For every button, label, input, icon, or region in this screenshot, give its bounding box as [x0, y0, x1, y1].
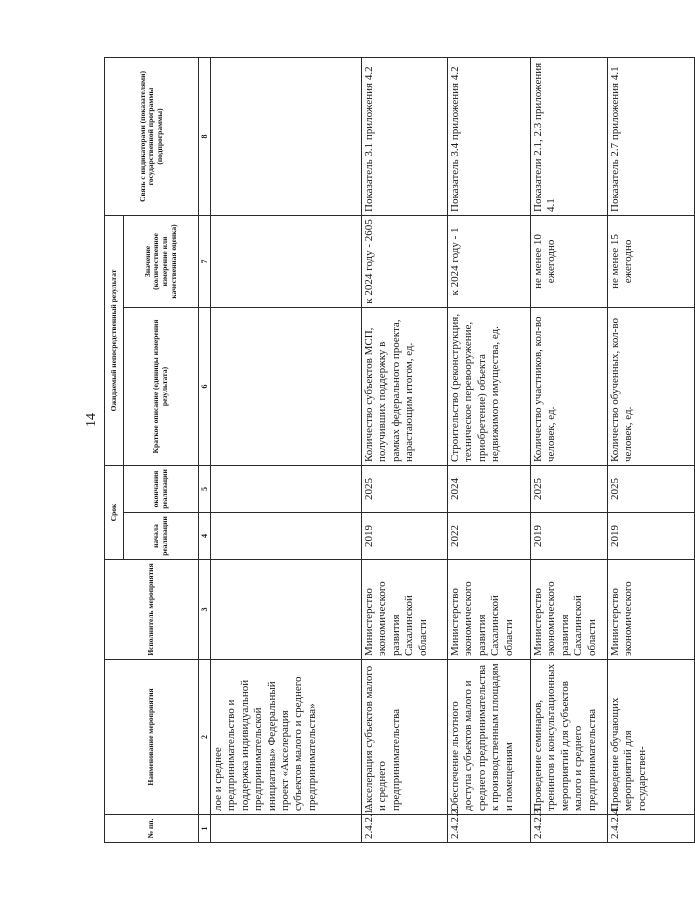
cell-end: 2025	[362, 465, 448, 512]
cell-value: не менее 15 ежегодно	[608, 215, 695, 307]
cell-desc: Количество обученных, кол-во человек, ед.	[608, 307, 695, 465]
cell-link: Показатель 3.4 приложения 4.2	[448, 57, 531, 215]
cell-name: лое и среднее предпринимательство и поддержка индивидуальной предпринимательской инициативы» Федеральный проект «Акселерация субъектов малого и среднего предпринимательства»	[211, 660, 362, 815]
header-end: окончания реализации	[124, 465, 199, 512]
cell-empty	[211, 815, 362, 843]
measures-table	[104, 57, 695, 843]
column-number: 2	[199, 660, 211, 815]
header-start: начала реализации	[124, 513, 199, 560]
column-number: 8	[199, 57, 211, 215]
header-name: Наименование мероприятия	[105, 660, 199, 815]
rotated-table-container	[104, 58, 648, 843]
cell-num: 2.4.2.2.	[448, 815, 531, 843]
cell-num: 2.4.2.3.	[531, 815, 608, 843]
cell-num: 2.4.2.4.	[608, 815, 695, 843]
column-number: 3	[199, 560, 211, 660]
header-expected: Ожидаемый непосредственный результат	[105, 215, 124, 465]
cell-start: 2019	[608, 513, 695, 560]
cell-empty	[211, 465, 362, 512]
cell-start: 2019	[531, 513, 608, 560]
header-num: № пп.	[105, 815, 199, 843]
continuation-row	[211, 57, 362, 842]
header-link: Связь с индикаторами (показателями) государственной программы (подпрограммы)	[105, 57, 199, 215]
cell-empty	[211, 513, 362, 560]
header-value: Значение (количественное измерение или качественная оценка)	[124, 215, 199, 307]
cell-value: не менее 10 ежегодно	[531, 215, 608, 307]
column-number: 6	[199, 307, 211, 465]
table-row	[531, 57, 608, 842]
cell-link: Показатель 3.1 приложения 4.2	[362, 57, 448, 215]
cell-desc: Количество субъектов МСП, получивших поддержку в рамках федерального проекта, нарастающим итогом, ед.	[362, 307, 448, 465]
table-row	[362, 57, 448, 842]
cell-desc: Количество участников, кол-во человек, ед.	[531, 307, 608, 465]
cell-executor: Министерство экономического	[608, 560, 695, 660]
cell-empty	[211, 560, 362, 660]
cell-empty	[211, 307, 362, 465]
header-row-1	[105, 57, 124, 842]
page-number: 14	[84, 413, 99, 427]
cell-start: 2022	[448, 513, 531, 560]
table-row	[608, 57, 695, 842]
cell-executor: Министерство экономического развития Сахалинской области	[448, 560, 531, 660]
cell-end: 2025	[608, 465, 695, 512]
cell-value: к 2024 году - 2605	[362, 215, 448, 307]
column-number: 1	[199, 815, 211, 843]
column-number: 5	[199, 465, 211, 512]
cell-link: Показатель 2.7 приложения 4.1	[608, 57, 695, 215]
cell-end: 2024	[448, 465, 531, 512]
cell-value: к 2024 году - 1	[448, 215, 531, 307]
header-term: Срок	[105, 465, 124, 559]
column-number-row	[199, 57, 211, 842]
table-row	[448, 57, 531, 842]
cell-name: Обеспечение льготного доступа субъектов малого и среднего предпринимательства к производственным площадям и помещениям	[448, 660, 531, 815]
column-number: 7	[199, 215, 211, 307]
cell-desc: Строительство (реконструкция, техническое перевооружение, приобретение) объекта недвижимого имущества, ед.	[448, 307, 531, 465]
cell-name: Акселерация субъектов малого и среднего предпринимательства	[362, 660, 448, 815]
cell-executor: Министерство экономического развития Сахалинской области	[362, 560, 448, 660]
cell-end: 2025	[531, 465, 608, 512]
cell-start: 2019	[362, 513, 448, 560]
header-executor: Исполнитель мероприятия	[105, 560, 199, 660]
cell-name: Проведение семинаров, тренингов и консультационных мероприятий для субъектов малого и среднего предпринимательства	[531, 660, 608, 815]
cell-executor: Министерство экономического развития Сахалинской области	[531, 560, 608, 660]
cell-empty	[211, 57, 362, 215]
cell-name: Проведение обучающих мероприятий для государствен-	[608, 660, 695, 815]
header-desc: Краткое описание (единицы измерения результата)	[124, 307, 199, 465]
cell-empty	[211, 215, 362, 307]
column-number: 4	[199, 513, 211, 560]
cell-num: 2.4.2.1.	[362, 815, 448, 843]
cell-link: Показатели 2.1, 2.3 приложения 4.1	[531, 57, 608, 215]
